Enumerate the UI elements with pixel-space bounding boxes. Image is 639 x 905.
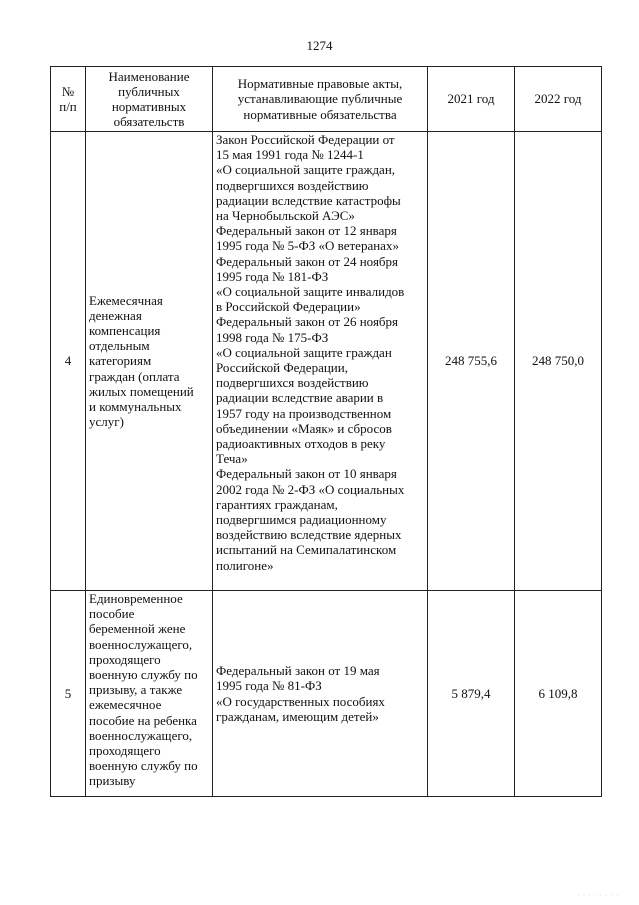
row-acts: Закон Российской Федерации от 15 мая 1991 года № 1244-1 «О социальной защите граждан, подвергшихся воздействию радиации вследствие катастрофы на Чернобыльской АЭС» Федеральный закон от 12 января 1995 года № 5-ФЗ «О ветеранах» Федеральный закон от 24 ноября 1995 года № 181-ФЗ «О социальной защите инвалидов в Российской Федерации» Федеральный закон от 26 ноября 1998 года № 175-ФЗ «О социальной защите граждан Российской Федерации, подвергшихся воздействию радиации вследствие аварии в 1957 году на производственном объединении «Маяк» и сбросов радиоактивных отходов в реку Теча» Федеральный закон от 10 января 2002 года № 2-ФЗ «О социальных гарантиях гражданам, подвергшимся радиационному воздействию вследствие ядерных испытаний на Семипалатинском полигоне» <box>213 132 428 591</box>
scan-artifact: · · · · · · · · <box>577 893 619 899</box>
header-num: № п/п <box>51 67 86 132</box>
row-2021-value: 248 755,6 <box>428 132 515 591</box>
row-name: Единовременное пособие беременной жене военнослужащего, проходящего военную службу по призыву, а также ежемесячное пособие на ребенка военнослужащего, проходящего военную службу по призыву <box>86 591 213 797</box>
table-row <box>51 132 602 591</box>
header-name: Наименование публичных нормативных обязательств <box>86 67 213 132</box>
row-2021-value: 5 879,4 <box>428 591 515 797</box>
table-row <box>51 591 602 797</box>
header-2021: 2021 год <box>428 67 515 132</box>
row-2022-value: 248 750,0 <box>515 132 602 591</box>
header-2022: 2022 год <box>515 67 602 132</box>
row-num: 5 <box>51 591 86 797</box>
obligations-table <box>50 66 602 797</box>
table-header-row <box>51 67 602 132</box>
row-num: 4 <box>51 132 86 591</box>
page-number: 1274 <box>306 38 333 53</box>
header-acts: Нормативные правовые акты, устанавливающие публичные нормативные обязательства <box>213 67 428 132</box>
row-2022-value: 6 109,8 <box>515 591 602 797</box>
row-acts: Федеральный закон от 19 мая 1995 года № 81-ФЗ «О государственных пособиях гражданам, имеющим детей» <box>213 591 428 797</box>
row-name: Ежемесячная денежная компенсация отдельным категориям граждан (оплата жилых помещений и коммунальных услуг) <box>86 132 213 591</box>
